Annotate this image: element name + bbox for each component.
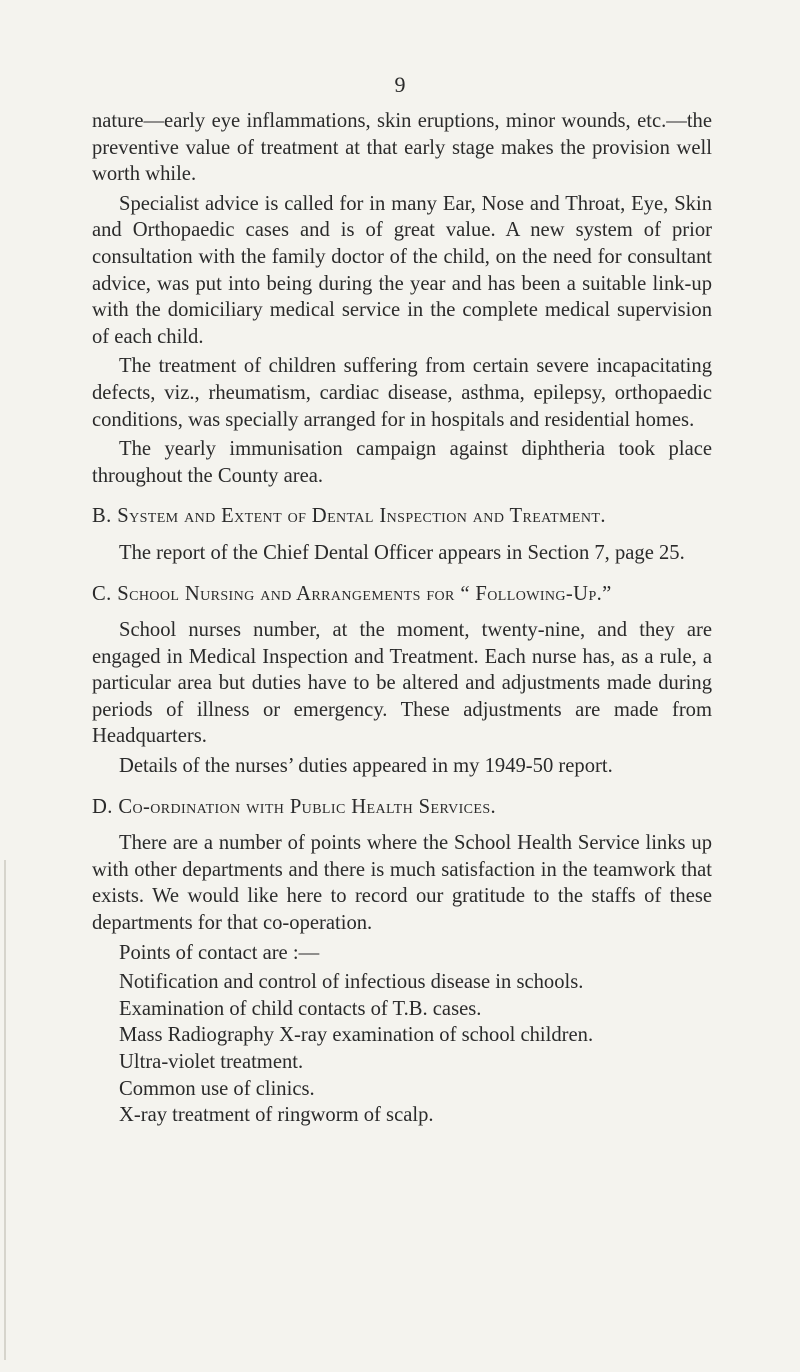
section-d-heading: D. Co-ordination with Public Health Services. — [92, 795, 497, 818]
section-b-heading: B. System and Extent of Dental Inspection and Treatment. — [92, 505, 606, 528]
paragraph: nature—early eye inflammations, skin eruptions, minor wounds, etc.—the preventive value of treatment at that early stage makes the provision well worth while. — [92, 110, 712, 186]
list-item: Mass Radiography X-ray examination of school children. — [119, 1024, 594, 1047]
list-item: Common use of clinics. — [119, 1077, 315, 1100]
paragraph: There are a number of points where the School Health Service links up with other departments and there is much satisfaction in the teamwork that exists. We would like here to record our gratitude to the staffs of these departments for that co-operation. — [92, 832, 712, 935]
paragraph: The report of the Chief Dental Officer appears in Section 7, page 25. — [119, 541, 685, 564]
page-body — [92, 108, 712, 1129]
page-number: 9 — [394, 72, 406, 97]
paragraph: Points of contact are :— — [119, 941, 320, 964]
list-item: X-ray treatment of ringworm of scalp. — [119, 1104, 434, 1127]
paragraph: The treatment of children suffering from certain severe incapacitating defects, viz., rheumatism, cardiac disease, asthma, epilepsy, orthopaedic conditions, was specially arranged for in hospitals and residential homes. — [92, 355, 712, 431]
section-c-heading: C. School Nursing and Arrangements for “ Following-Up.” — [92, 582, 612, 605]
paragraph: Details of the nurses’ duties appeared in my 1949-50 report. — [119, 755, 613, 778]
paragraph: Specialist advice is called for in many Ear, Nose and Throat, Eye, Skin and Orthopaedic cases and is of great value. A new system of prior consultation with the family doctor of the child, on the need for consultant advice, was put into being during the year and has been a suitable link-up with the domiciliary medical service in the complete medical supervision of each child. — [92, 192, 712, 348]
points-of-contact-list — [119, 969, 712, 1129]
list-item: Notification and control of infectious disease in schools. — [119, 971, 584, 994]
paragraph: School nurses number, at the moment, twenty-nine, and they are engaged in Medical Inspection and Treatment. Each nurse has, as a rule, a particular area but duties have to be altered and adjustments made during periods of illness or emergency. These adjustments are made from Headquarters. — [92, 619, 712, 748]
list-item: Ultra-violet treatment. — [119, 1051, 304, 1073]
page-edge-shadow — [4, 860, 6, 1360]
paragraph: The yearly immunisation campaign against diphtheria took place throughout the County area. — [92, 438, 712, 487]
list-item: Examination of child contacts of T.B. cases. — [119, 997, 482, 1020]
